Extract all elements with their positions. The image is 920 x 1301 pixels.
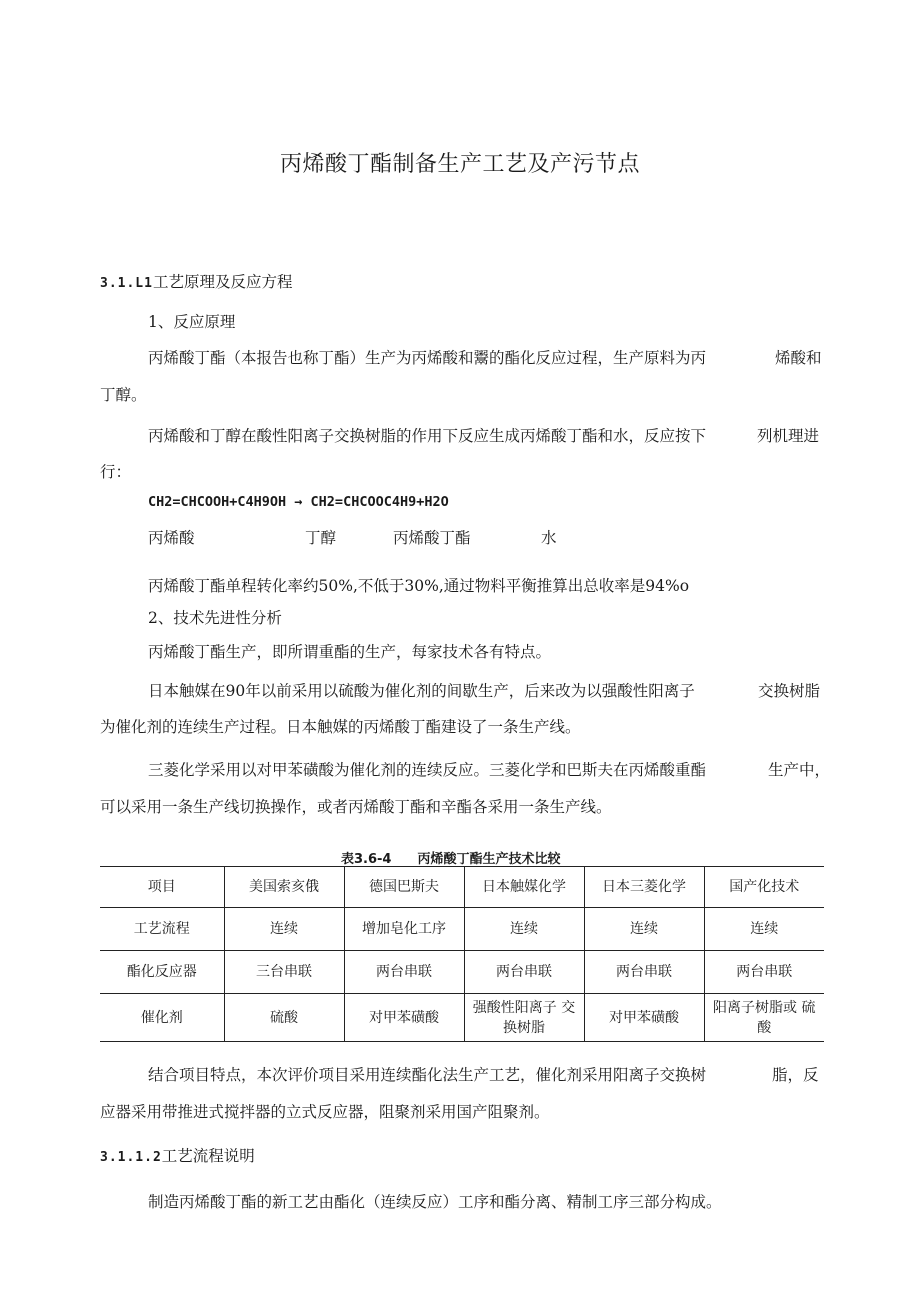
table-cell: 三台串联 xyxy=(224,951,344,994)
page-title: 丙烯酸丁酯制备生产工艺及产污节点 xyxy=(279,152,640,177)
table-cell: 对甲苯磺酸 xyxy=(584,994,704,1042)
section-number: 3.1.1.2 xyxy=(100,1150,162,1165)
table-cell: 增加皂化工序 xyxy=(344,908,464,951)
equation-label-water: 水 xyxy=(541,529,557,547)
paragraph-2-line-1-end: 列机理进 xyxy=(757,427,820,445)
table-cell: 强酸性阳离子 交换树脂 xyxy=(464,994,584,1042)
table-cell: 连续 xyxy=(464,908,584,951)
table-cell: 硫酸 xyxy=(224,994,344,1042)
table-caption-number: 表3.6-4 xyxy=(341,852,392,867)
paragraph-6-line-1: 三菱化学采用以对甲苯磺酸为催化剂的连续反应。三菱化学和巴斯夫在丙烯酸重酯 xyxy=(148,761,707,779)
paragraph-2-line-1: 丙烯酸和丁醇在酸性阳离子交换树脂的作用下反应生成丙烯酸丁酯和水，反应按下 xyxy=(148,427,707,445)
paragraph-7-line-1-end: 脂，反 xyxy=(772,1066,819,1084)
paragraph-1-line-1-end: 烯酸和 xyxy=(775,349,822,367)
paragraph-4: 丙烯酸丁酯生产，即所谓重酯的生产，每家技术各有特点。 xyxy=(148,643,552,661)
technology-comparison-table xyxy=(100,866,824,1042)
section-title: 工艺流程说明 xyxy=(161,1147,255,1165)
table-cell: 对甲苯磺酸 xyxy=(344,994,464,1042)
subheading-technology-analysis: 2、技术先进性分析 xyxy=(148,609,282,627)
table-cell: 酯化反应器 xyxy=(126,964,197,980)
table-cell: 两台串联 xyxy=(464,951,584,994)
table-cell: 两台串联 xyxy=(584,951,704,994)
paragraph-7-line-1: 结合项目特点，本次评价项目采用连续酯化法生产工艺，催化剂采用阳离子交换树 xyxy=(148,1066,707,1084)
table-header-cell: 美国索亥俄 xyxy=(224,867,344,908)
equation-label-butyl-acrylate: 丙烯酸丁酯 xyxy=(393,529,471,547)
paragraph-5-line-1: 日本触媒在90年以前采用以硫酸为催化剂的间歇生产，后来改为以强酸性阳离子 xyxy=(148,682,695,700)
table-header-cell: 项目 xyxy=(147,879,176,895)
table-cell: 连续 xyxy=(584,908,704,951)
table-header-row xyxy=(100,867,824,908)
paragraph-5-line-1-end: 交换树脂 xyxy=(758,682,821,700)
section-number: 3.1.L1 xyxy=(100,276,153,291)
paragraph-7-line-2: 应器采用带推进式搅拌器的立式反应器，阻聚剂采用国产阻聚剂。 xyxy=(100,1103,550,1121)
subheading-reaction-principle: 1、反应原理 xyxy=(148,313,236,331)
paragraph-conversion-rate: 丙烯酸丁酯单程转化率约50%,不低于30%,通过物料平衡推算出总收率是94%o xyxy=(148,577,690,595)
paragraph-1-line-1: 丙烯酸丁酯（本报告也称丁酯）生产为丙烯酸和鬻的酯化反应过程，生产原料为丙 xyxy=(148,349,707,367)
table-cell: 连续 xyxy=(704,908,824,951)
table-header-cell: 日本三菱化学 xyxy=(584,867,704,908)
section-title: 工艺原理及反应方程 xyxy=(152,273,293,291)
table-row xyxy=(100,908,824,951)
paragraph-6-line-1-end: 生产中， xyxy=(768,761,831,779)
table-caption-title: 丙烯酸丁酯生产技术比较 xyxy=(417,852,561,867)
paragraph-6-line-2: 可以采用一条生产线切换操作，或者丙烯酸丁酯和辛酯各采用一条生产线。 xyxy=(100,798,612,816)
paragraph-2-line-2: 行： xyxy=(100,463,132,481)
table-header-cell: 日本触媒化学 xyxy=(464,867,584,908)
equation-label-butanol: 丁醇 xyxy=(305,529,337,547)
table-cell: 工艺流程 xyxy=(133,921,190,937)
section-heading-3-1-1-1 xyxy=(100,270,292,292)
table-cell: 两台串联 xyxy=(704,951,824,994)
reaction-equation: CH2=CHCOOH+C4H9OH → CH2=CHCOOC4H9+H2O xyxy=(148,494,449,510)
table-cell: 两台串联 xyxy=(344,951,464,994)
table-cell: 催化剂 xyxy=(140,1009,183,1026)
table-caption xyxy=(341,848,561,867)
table-cell: 阳离子树脂或 硫酸 xyxy=(704,994,824,1042)
paragraph-1-line-2: 丁醇。 xyxy=(100,386,147,404)
equation-label-acrylic-acid: 丙烯酸 xyxy=(148,529,195,547)
table-row xyxy=(100,951,824,994)
table-cell: 连续 xyxy=(224,908,344,951)
paragraph-8: 制造丙烯酸丁酯的新工艺由酯化（连续反应）工序和酯分离、精制工序三部分构成。 xyxy=(148,1193,722,1211)
table-row xyxy=(100,994,824,1042)
section-heading-3-1-1-2 xyxy=(100,1144,255,1166)
table-header-cell: 国产化技术 xyxy=(704,867,824,908)
paragraph-5-line-2: 为催化剂的连续生产过程。日本触媒的丙烯酸丁酯建设了一条生产线。 xyxy=(100,718,581,736)
table-header-cell: 德国巴斯夫 xyxy=(344,867,464,908)
